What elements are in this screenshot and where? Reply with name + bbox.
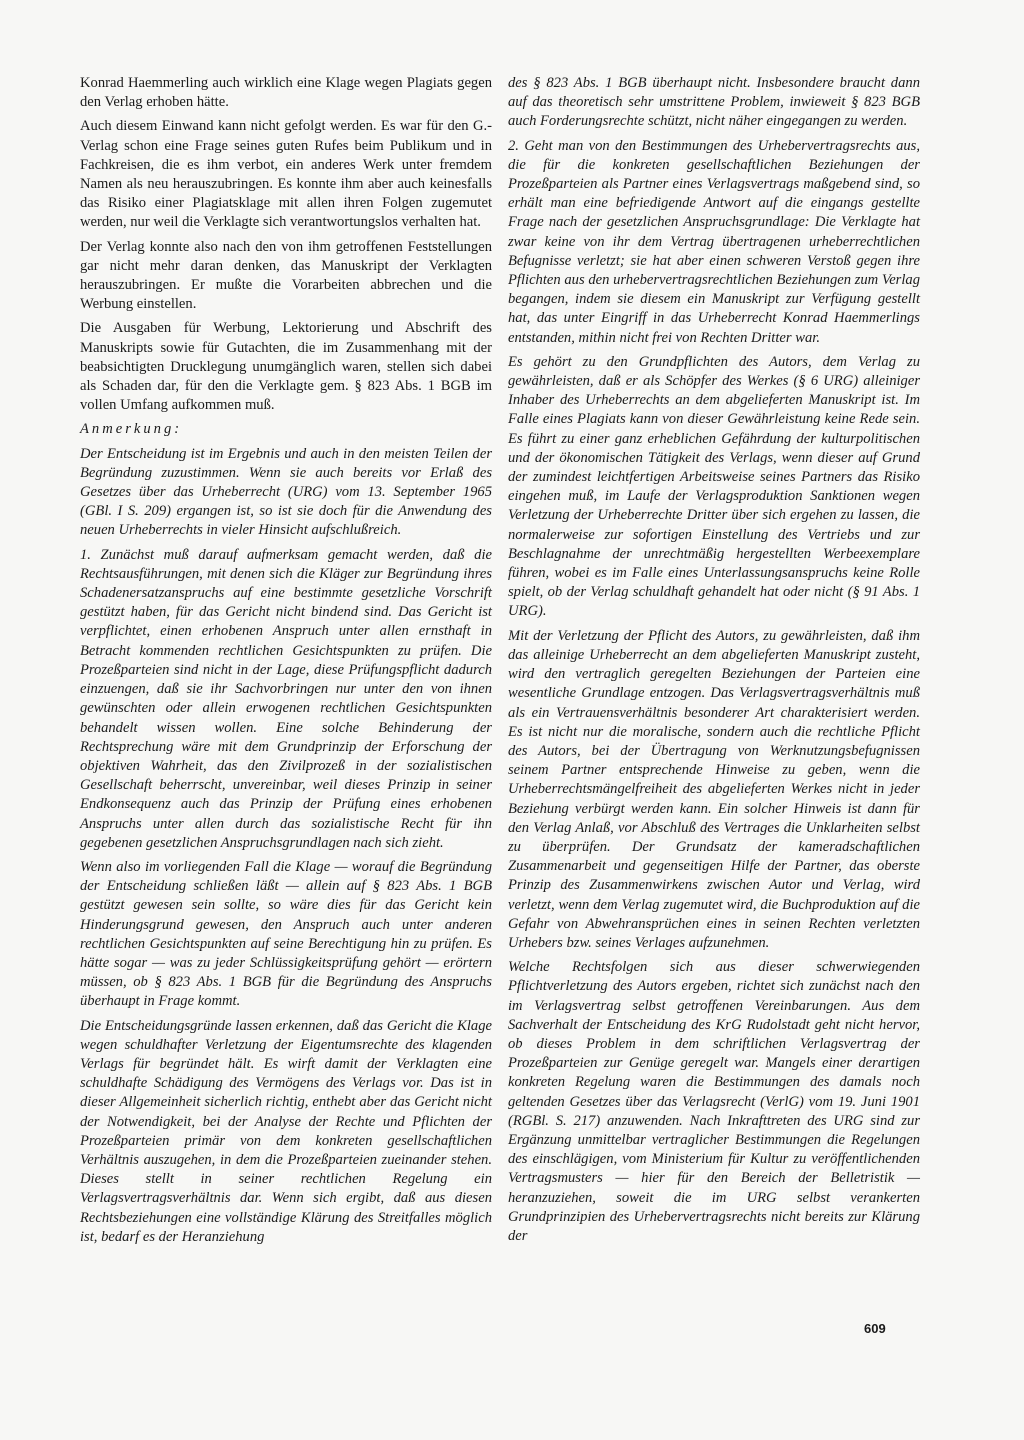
paragraph: Konrad Haemmerling auch wirklich eine Klage wegen Plagiats gegen den Verlag erhoben hätte. xyxy=(80,75,492,111)
paragraph: Auch diesem Einwand kann nicht gefolgt werden. Es war für den G.-Verlag schon eine Frage seines guten Rufes beim Publikum und in Fachkreisen, die es ihm verbot, ein anderes Werk unter fremdem Namen als neu herauszubringen. Es konnte ihm aber auch keinesfalls das Risiko einer Plagiatsklage mit allen ihren Folgen zugemutet werden, nur weil die Verklagte sich verantwortungslos verhalten hat. xyxy=(80,118,492,231)
annotation-paragraph: des § 823 Abs. 1 BGB überhaupt nicht. Insbesondere braucht dann auf das theoretisch sehr umstrittene Problem, inwieweit § 823 BGB auch Forderungsrechte schützt, nicht näher eingegangen zu werden. xyxy=(508,75,920,130)
left-column xyxy=(80,74,492,1252)
annotation-paragraph: Es gehört zu den Grundpflichten des Autors, dem Verlag zu gewährleisten, daß er als Schöpfer des Werkes (§ 6 URG) alleiniger Inhaber des Urheberrechts an dem abgelieferten Manuskript ist. Im Falle eines Plagiats kann von dieser Gewährleistung keine Rede sein. Es führt zu einer ganz erheblichen Gefährdung der kulturpolitischen und der ökonomischen Tätigkeit des Verlags, wenn dieser auf Grund der zumindest leichtfertigen Arbeitsweise seines Partners das Risiko eingehen muß, im Laufe der Verlagsproduktion Sanktionen wegen Verletzung der Urheberrechte Dritter über sich ergehen zu lassen, die normalerweise zur sofortigen Einstellung des Vertriebs und zur Beschlagnahme der unrechtmäßig hergestellten Werbeexemplare führen, wobei es im Falle eines Unterlassungsanspruchs keine Rolle spielt, ob der Verlag schuldhaft gehandelt hat oder nicht (§ 91 Abs. 1 URG). xyxy=(508,353,920,620)
annotation-paragraph: Wenn also im vorliegenden Fall die Klage — worauf die Begründung der Entscheidung schließen läßt — allein auf § 823 Abs. 1 BGB gestützt gewesen sein sollte, so wäre dies für das Gericht kein Hinderungsgrund gewesen, den Anspruch auch unter anderen rechtlichen Gesichtspunkten auf seine Berechtigung hin zu prüfen. Es hätte sogar — was zu jeder Schlüssigkeitsprüfung gehört — erörtern müssen, ob § 823 Abs. 1 BGB für die Begründung des Anspruchs überhaupt in Frage kommt. xyxy=(80,858,492,1010)
paragraph: Der Verlag konnte also nach den von ihm getroffenen Feststellungen gar nicht mehr daran denken, das Manuskript der Verklagten herauszubringen. Er mußte die Vorarbeiten abbrechen und die Werbung einstellen. xyxy=(80,238,492,313)
annotation-paragraph: 2. Geht man von den Bestimmungen des Urhebervertragsrechts aus, die für die konkreten gesellschaftlichen Beziehungen der Prozeßparteien als Partner eines Verlagsvertrags maßgebend sind, so erhält man eine befriedigende Antwort auf die eingangs gestellte Frage nach der gesetzlichen Anspruchsgrundlage: Die Verklagte hat zwar keine von ihr dem Vertrag übertragenen urheberrechtlichen Befugnisse verletzt; sie hat aber einen schweren Verstoß gegen ihre Pflichten aus den urhebervertragsrechtlichen Beziehungen zum Verlag begangen, indem sie diesem ein Manuskript zur Verfügung gestellt hat, das unter Eingriff in das Urheberrecht Konrad Haemmerlings entstanden, mithin nicht frei von Rechten Dritter war. xyxy=(508,137,920,346)
annotation-paragraph: Der Entscheidung ist im Ergebnis und auch in den meisten Teilen der Begründung zuzustimmen. Wenn sie auch bereits vor Erlaß des Gesetzes über das Urheberrecht (URG) vom 13. September 1965 (GBl. I S. 209) ergangen ist, so ist sie doch für die Anwendung des neuen Urheberrechts in vieler Hinsicht aufschlußreich. xyxy=(80,445,492,539)
annotation-heading: Anmerkung: xyxy=(80,421,183,438)
right-column xyxy=(508,74,920,1251)
paragraph: Die Ausgaben für Werbung, Lektorierung und Abschrift des Manuskripts sowie für Gutachten, die im Zusammenhang mit der beabsichtigten Drucklegung unumgänglich waren, stellen sich dabei als Schaden dar, für den die Verklagte gem. § 823 Abs. 1 BGB im vollen Umfang aufkommen muß. xyxy=(80,320,492,414)
annotation-paragraph: Welche Rechtsfolgen sich aus dieser schwerwiegenden Pflichtverletzung des Autors ergeben, richtet sich zunächst nach den im Verlagsvertrag selbst getroffenen Vereinbarungen. Aus dem Sachverhalt der Entscheidung des KrG Rudolstadt geht nicht hervor, ob dieses Problem in dem schriftlichen Verlagsvertrag der Prozeßparteien zur Genüge geregelt war. Mangels einer derartigen konkreten Regelung waren die Bestimmungen des damals noch geltenden Gesetzes über das Verlagsrecht (VerlG) vom 19. Juni 1901 (RGBl. S. 217) anzuwenden. Nach Inkrafttreten des URG sind zur Ergänzung unmittelbar vertraglicher Bestimmungen die Regelungen des einschlägigen, vom Ministerium für Kultur zu veröffentlichenden Vertragsmusters — hier für den Bereich der Belletristik — heranzuziehen, soweit die im URG selbst verankerten Grundprinzipien des Urhebervertragsrechts nicht bereits zur Klärung der xyxy=(508,959,920,1244)
annotation-paragraph: 1. Zunächst muß darauf aufmerksam gemacht werden, daß die Rechtsausführungen, mit denen sich die Kläger zur Begründung ihres Schadenersatzanspruchs auf eine bestimmte gesetzliche Vorschrift gestützt haben, für das Gericht nicht bindend sind. Das Gericht ist verpflichtet, einen erhobenen Anspruch unter allen ernsthaft in Betracht kommenden rechtlichen Gesichtspunkten zu prüfen. Die Prozeßparteien sind nicht in der Lage, diese Prüfungspflicht dadurch einzuengen, daß sie ihr Sachvorbringen nur unter den von ihnen gewünschten oder allein erwogenen rechtlichen Gesichtspunkten behandelt wissen wollen. Eine solche Behinderung der Rechtsprechung wäre mit dem Grundprinzip der Erforschung der objektiven Wahrheit, das den Zivilprozeß in der sozialistischen Gesellschaft beherrscht, unvereinbar, weil dieses Prinzip in seiner Endkonsequenz auch das Prinzip der Prüfung eines erhobenen Anspruchs unter allen durch das sozialistische Recht für ihn gegebenen gesetzlichen Anspruchsgrundlagen nach sich zieht. xyxy=(80,546,492,851)
annotation-paragraph: Die Entscheidungsgründe lassen erkennen, daß das Gericht die Klage wegen schuldhafter Verletzung der Eigentumsrechte des klagenden Verlags für begründet hält. Es wirft damit der Verklagten eine schuldhafte Schädigung des Vermögens des Verlags vor. Das ist in dieser Allgemeinheit sicherlich richtig, enthebt aber das Gericht nicht der Notwendigkeit, bei der Analyse der Rechte und Pflichten der Prozeßparteien primär von dem konkreten gesellschaftlichen Verhältnis auszugehen, in dem die Prozeßparteien zueinander stehen. Dieses stellt in seiner rechtlichen Regelung ein Verlagsvertragsverhältnis dar. Wenn sich ergibt, daß aus diesen Rechtsbeziehungen eine vollständige Klärung des Streitfalles möglich ist, bedarf es der Heranziehung xyxy=(80,1017,492,1245)
annotation-paragraph: Mit der Verletzung der Pflicht des Autors, zu gewährleisten, daß ihm das alleinige Urheberrecht an dem abgelieferten Manuskript zusteht, wird den vertraglich geregelten Beziehungen der Parteien eine wesentliche Grundlage entzogen. Das Verlagsvertragsverhältnis muß als ein Vertrauensverhältnis besonderer Art charakterisiert werden. Es ist nicht nur die moralische, sondern auch die rechtliche Pflicht des Autors, bei der Übertragung von Werknutzungsbefugnissen seinem Partner entsprechende Hinweise zu geben, wenn die Urheberrechtsmängelfreiheit des abgelieferten Werkes nicht in jeder Beziehung verbürgt werden kann. Ein solcher Hinweis ist dann für den Verlag Anlaß, vor Abschluß des Vertrages die Unklarheiten selbst zu überprüfen. Der Grundsatz der kameradschaftlichen Zusammenarbeit und gegenseitigen Hilfe der Partner, das oberste Prinzip des Zusammenwirkens zwischen Autor und Verlag, wird verletzt, wenn dem Verlag zugemutet wird, die Buchproduktion auf die Gefahr von Abwehransprüchen eines in seinen Rechten verletzten Urhebers bzw. seines Verlages aufzunehmen. xyxy=(508,627,920,951)
page-number: 609 xyxy=(864,1321,886,1336)
